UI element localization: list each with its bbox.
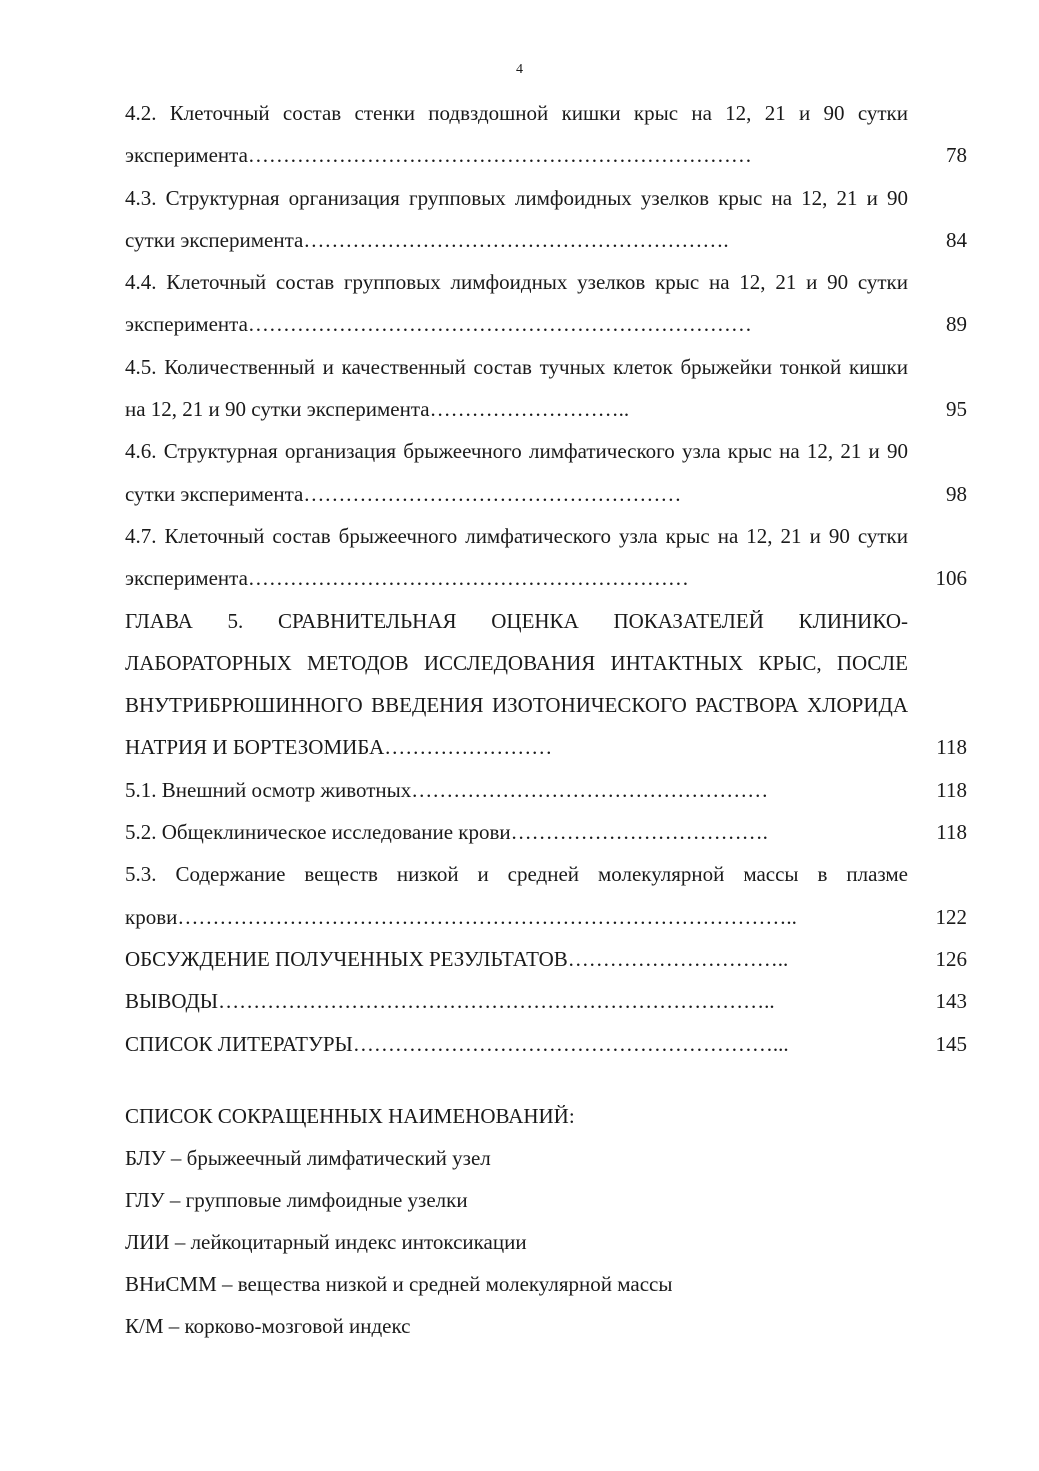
abbreviation-item: ЛИИ – лейкоцитарный индекс интоксикации (125, 1230, 527, 1254)
abbreviations-section (125, 1095, 967, 1347)
toc-entry-title: 5.2. Общеклиническое исследование крови………………………………. (125, 820, 768, 845)
toc-entry-title: 4.2. Клеточный состав стенки подвздошной кишки крыс на 12, 21 и 90 сутки эксперимента……………………………………………………………… (125, 101, 908, 168)
toc-entry-title: СПИСОК ЛИТЕРАТУРЫ……………………………………………………... (125, 1031, 789, 1056)
toc-entry-chapter-5 (125, 600, 967, 769)
toc-entry-4-7 (125, 515, 967, 600)
toc-entry-page: 89 (946, 312, 967, 337)
toc-entry-page: 78 (946, 143, 967, 168)
toc-entry-4-4 (125, 261, 967, 346)
toc-entry-title: 5.1. Внешний осмотр животных…………………………………………… (125, 777, 769, 802)
toc-entry-page: 143 (935, 989, 967, 1014)
toc-entry-page: 145 (935, 1031, 967, 1056)
toc-entry-title: 4.3. Структурная организация групповых лимфоидных узелков крыс на 12, 21 и 90 сутки эксперимента……………………………………………………. (125, 185, 908, 252)
toc-entry-page: 95 (946, 397, 967, 422)
toc-entry-title: 4.6. Структурная организация брыжеечного лимфатического узла крыс на 12, 21 и 90 сутки эксперимента……………………………………………… (125, 439, 908, 506)
toc-entry-title: ГЛАВА 5. СРАВНИТЕЛЬНАЯ ОЦЕНКА ПОКАЗАТЕЛЕЙ КЛИНИКО-ЛАБОРАТОРНЫХ МЕТОДОВ ИССЛЕДОВАНИЯ ИНТАКТНЫХ КРЫС, ПОСЛЕ ВНУТРИБРЮШИННОГО ВВЕДЕНИЯ ИЗОТОНИЧЕСКОГО РАСТВОРА ХЛОРИДА НАТРИЯ И БОРТЕЗОМИБА…………………… (125, 608, 908, 760)
toc-entry-page: 118 (936, 735, 967, 760)
toc-entry-page: 84 (946, 227, 967, 252)
toc-entry-5-3 (125, 853, 967, 938)
toc-entry-title: ВЫВОДЫ…………………………………………………………………….. (125, 989, 775, 1014)
toc-entry-page: 118 (936, 777, 967, 802)
table-of-contents (125, 92, 967, 1065)
toc-entry-5-2 (125, 811, 967, 853)
toc-entry-page: 118 (936, 820, 967, 845)
toc-entry-4-6 (125, 430, 967, 515)
page-number: 4 (516, 62, 523, 77)
abbreviation-item: БЛУ – брыжеечный лимфатический узел (125, 1146, 491, 1170)
toc-entry-title: 4.7. Клеточный состав брыжеечного лимфатического узла крыс на 12, 21 и 90 сутки эксперимента……………………………………………………… (125, 523, 908, 591)
toc-entry-page: 122 (935, 904, 967, 929)
toc-entry-title: 4.4. Клеточный состав групповых лимфоидных узелков крыс на 12, 21 и 90 сутки эксперимента……………………………………………………………… (125, 270, 908, 337)
abbreviation-item: К/М – корково-мозговой индекс (125, 1314, 411, 1338)
toc-entry-discussion (125, 938, 967, 980)
toc-entry-4-3 (125, 177, 967, 262)
toc-entry-page: 98 (946, 481, 967, 506)
toc-entry-title: 5.3. Содержание веществ низкой и средней молекулярной массы в плазме крови…………………………………………………………………………….. (125, 862, 908, 929)
toc-entry-conclusions (125, 980, 967, 1022)
toc-entry-4-5 (125, 346, 967, 431)
toc-entry-4-2 (125, 92, 967, 177)
toc-entry-5-1 (125, 769, 967, 811)
abbreviations-title: СПИСОК СОКРАЩЕННЫХ НАИМЕНОВАНИЙ: (125, 1104, 575, 1128)
abbreviation-item: ГЛУ – групповые лимфоидные узелки (125, 1188, 468, 1212)
toc-entry-title: 4.5. Количественный и качественный состав тучных клеток брыжейки тонкой кишки на 12, 21 и 90 сутки эксперимента……………………….. (125, 354, 908, 422)
toc-entry-references (125, 1023, 967, 1065)
abbreviation-item: ВНиСММ – вещества низкой и средней молекулярной массы (125, 1272, 673, 1296)
toc-entry-page: 106 (935, 566, 967, 591)
toc-entry-page: 126 (935, 946, 967, 971)
toc-entry-title: ОБСУЖДЕНИЕ ПОЛУЧЕННЫХ РЕЗУЛЬТАТОВ………………………….. (125, 946, 789, 971)
